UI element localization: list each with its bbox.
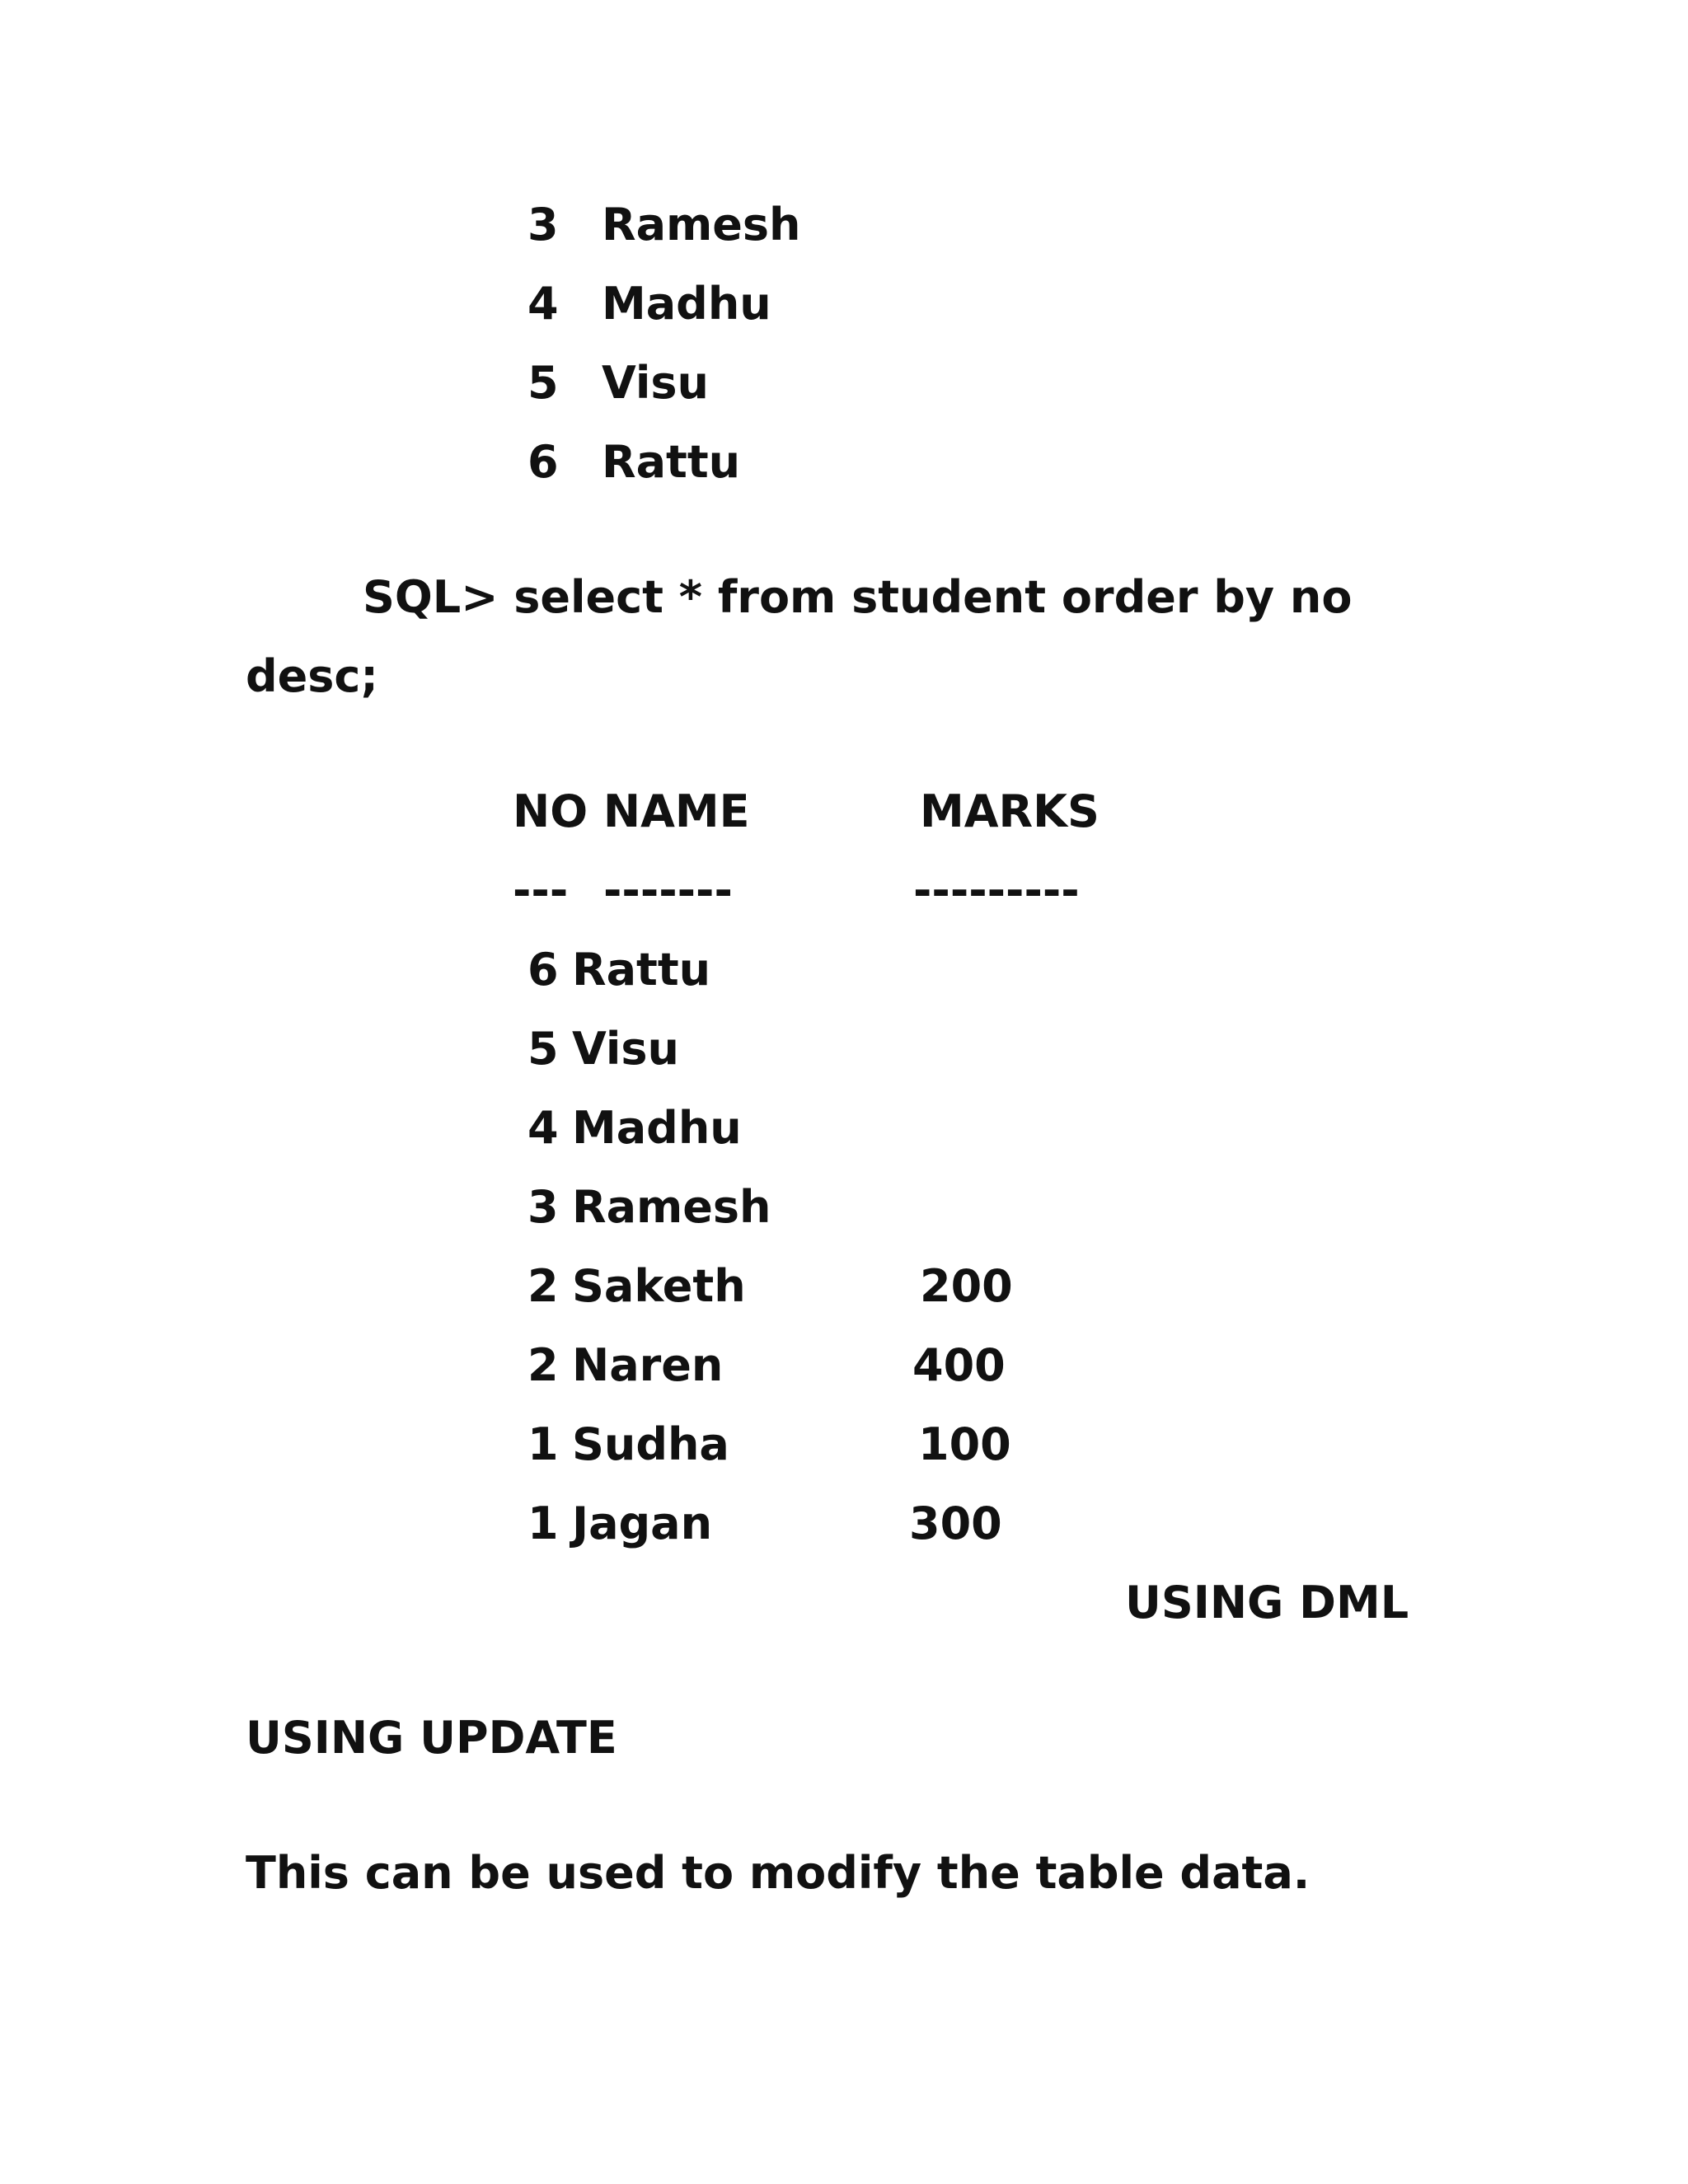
sql-command-continuation: desc;: [246, 650, 379, 702]
top-row-name: Visu: [602, 357, 709, 409]
table-row-no: 5: [528, 1023, 559, 1075]
table-row-no: 2: [528, 1260, 559, 1312]
body-paragraph: This can be used to modify the table data.: [246, 1847, 1311, 1899]
table-rule-marks: ---------: [913, 865, 1080, 916]
top-row-no: 5: [528, 357, 559, 409]
top-row-name: Ramesh: [602, 199, 801, 251]
top-row-no: 4: [528, 278, 559, 330]
table-rule-no: ---: [513, 865, 569, 916]
table-header-marks: MARKS: [920, 785, 1100, 837]
top-row-no: 6: [528, 436, 559, 488]
table-row-marks: 100: [918, 1418, 1011, 1470]
table-row-name: Jagan: [572, 1497, 713, 1549]
table-row-no: 2: [528, 1339, 559, 1391]
table-row-name: Ramesh: [572, 1181, 771, 1233]
table-row-no: 1: [528, 1497, 559, 1549]
table-row-no: 1: [528, 1418, 559, 1470]
top-row-name: Madhu: [602, 278, 771, 330]
table-row-name: Madhu: [572, 1102, 742, 1154]
top-row-name: Rattu: [602, 436, 741, 488]
table-row-name: Visu: [572, 1023, 679, 1075]
section-label-dml: USING DML: [1125, 1577, 1409, 1629]
table-row-no: 6: [528, 944, 559, 996]
table-row-no: 4: [528, 1102, 559, 1154]
table-row-marks: 300: [909, 1497, 1002, 1549]
table-row-marks: 200: [920, 1260, 1013, 1312]
table-header-no-name: NO NAME: [513, 785, 750, 837]
table-row-name: Saketh: [572, 1260, 746, 1312]
table-row-name: Sudha: [572, 1418, 729, 1470]
table-row-no: 3: [528, 1181, 559, 1233]
table-row-marks: 400: [912, 1339, 1006, 1391]
sql-command: SQL> select * from student order by no: [363, 571, 1353, 623]
table-rule-name: -------: [603, 865, 733, 916]
table-row-name: Rattu: [572, 944, 711, 996]
section-heading: USING UPDATE: [246, 1712, 617, 1764]
table-row-name: Naren: [572, 1339, 724, 1391]
top-row-no: 3: [528, 199, 559, 251]
